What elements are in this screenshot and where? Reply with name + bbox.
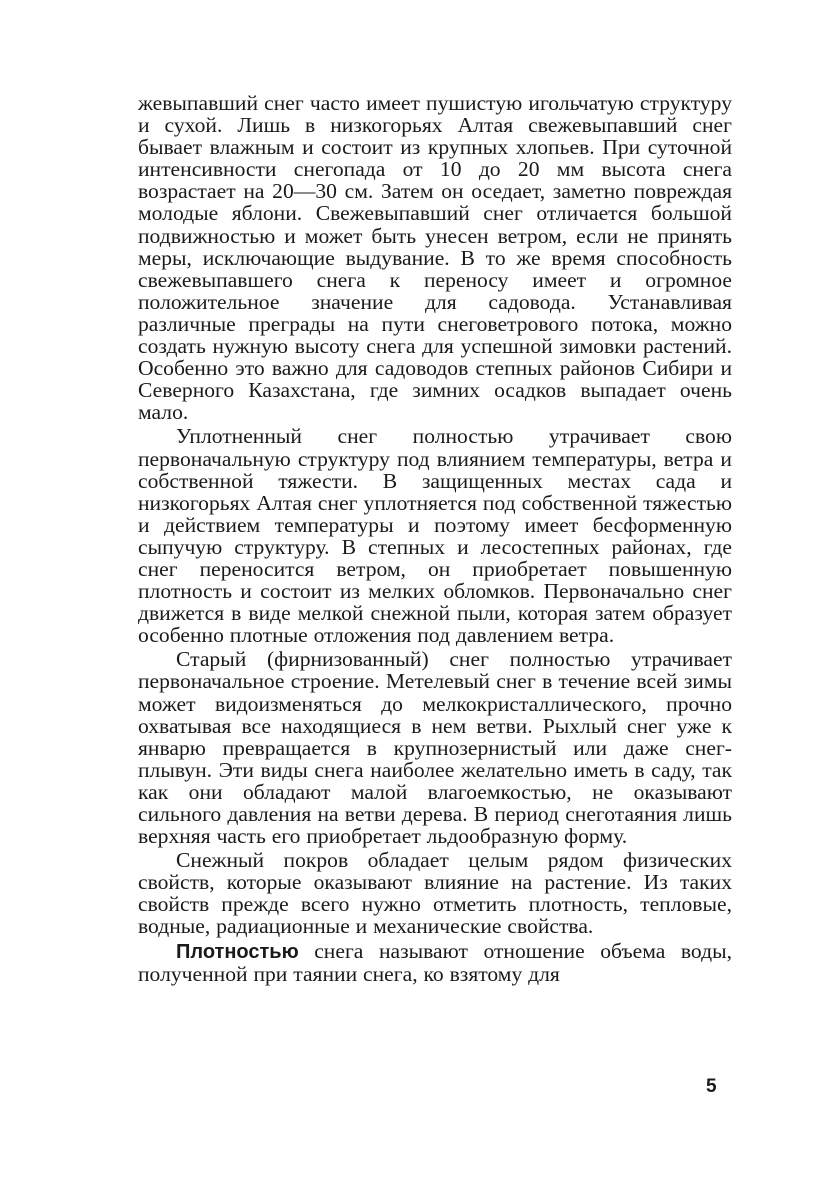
paragraph-compacted-snow: Уплотненный снег полностью утрачивает свою первоначальную структуру под влиянием температуры, ветра и собственной тяжести. В защищенных местах сада и низкогорьях Алтая снег уплотняется под собственной тяжестью и действием температуры и поэтому имеет бесформенную сыпучую структуру. В степных и лесостепных районах, где снег переносится ветром, он приобретает повышенную плотность и состоит из мелких обломков. Первоначально снег движется в виде мелкой снежной пыли, которая затем образует особенно плотные отложения под давлением ветра. [138,424,732,648]
paragraph-density [138,940,732,985]
paragraph-old-snow: Старый (фирнизованный) снег полностью утрачивает первоначальное строение. Метелевый снег в течение всей зимы может видоизменяться до мелкокристаллического, прочно охватывая все находящиеся в нем ветви. Рыхлый снег уже к январю превращается в крупнозернистый или даже снег-плывун. Эти виды снега наиболее желательно иметь в саду, так как они обладают малой влагоемкостью, не оказывают сильного давления на ветви дерева. В период снеготаяния лишь верхняя часть его приобретает льдообразную форму. [138,647,732,849]
density-definition: снега называют отношение объема воды, полученной при таянии снега, ко взятому для [138,938,732,986]
body-text [138,92,732,985]
paragraph-continuation: жевыпавший снег часто имеет пушистую игольчатую структуру и сухой. Лишь в низкогорьях Алтая свежевыпавший снег бывает влажным и состоит из крупных хлопьев. При суточной интенсивности снегопада от 10 до 20 мм высота снега возрастает на 20—30 см. Затем он оседает, заметно повреждая молодые яблони. Свежевыпавший снег отличается большой подвижностью и может быть унесен ветром, если не принять меры, исключающие выдувание. В то же время способность свежевыпавшего снега к переносу имеет и огромное положительное значение для садовода. Устанавливая различные преграды на пути снеговетрового потока, можно создать нужную высоту снега для успешной зимовки растений. Особенно это важно для садоводов степных районов Сибири и Северного Казахстана, где зимних осадков выпадает очень мало. [138,91,732,425]
paragraph-snow-properties: Снежный покров обладает целым рядом физических свойств, которые оказывают влияние на растение. Из таких свойств прежде всего нужно отметить плотность, тепловые, водные, радиационные и механические свойства. [138,848,732,939]
page-number: 5 [706,1076,717,1097]
term-density: Плотностью [176,940,299,963]
